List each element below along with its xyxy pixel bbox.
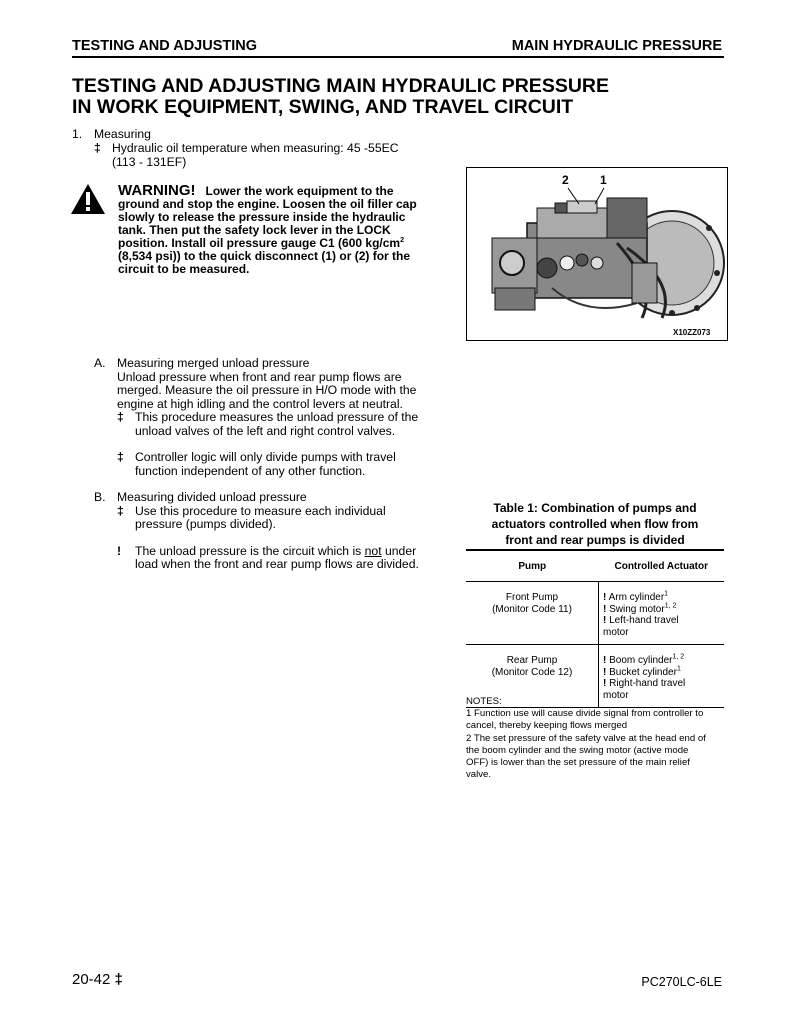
- actuator-item-cont: motor: [603, 689, 629, 701]
- actuator-item: Left-hand travel: [609, 615, 679, 626]
- column-header-actuator: Controlled Actuator: [599, 550, 725, 582]
- actuator-item: Swing motor: [609, 603, 665, 615]
- table-row: [466, 582, 724, 645]
- actuator-item: Boom cylinder: [609, 655, 673, 666]
- actuator-item-cont: motor: [603, 626, 629, 638]
- pump-photo-figure: [466, 167, 728, 341]
- step-b-letter: B.: [94, 490, 106, 504]
- step-b-note1-line1: Use this procedure to measure each individual: [135, 503, 386, 518]
- step-b-heading: Measuring divided unload pressure: [117, 490, 307, 504]
- step-b-note2-prefix: The unload pressure is the circuit which is: [135, 543, 365, 558]
- warning-block: [118, 184, 448, 276]
- step-b-note2-line2: load when the front and rear pump flows are divided.: [135, 557, 419, 571]
- page-title-line1: TESTING AND ADJUSTING MAIN HYDRAULIC PRESSURE: [72, 75, 610, 97]
- warning-line5-sup: 2: [400, 237, 404, 244]
- page-number-text: 20-42: [72, 971, 111, 988]
- table-title-line1: Table 1: Combination of pumps and: [493, 501, 697, 515]
- step-a-para2: merged. Measure the oil pressure in H/O mode with the: [117, 383, 417, 397]
- page-number: [72, 971, 123, 988]
- actuator-cell: ! Boom cylinder$^{1, 2}$ ! Bucket cylinder$^1$ ! Right-hand travel motor: [599, 645, 725, 708]
- pump-monitor-code: (Monitor Code 11): [492, 603, 572, 615]
- step-1-number: 1.: [72, 127, 83, 141]
- figure-callout-1: 1: [600, 173, 607, 187]
- step-a-note1-line2: unload valves of the left and right control valves.: [135, 423, 396, 438]
- step-b-note1-line2: pressure (pumps divided).: [135, 517, 276, 531]
- page-title-line2: IN WORK EQUIPMENT, SWING, AND TRAVEL CIRCUIT: [72, 96, 574, 118]
- caution-icon: !: [117, 543, 122, 558]
- step-a-para1: Unload pressure when front and rear pump flows are: [117, 369, 402, 384]
- note-icon: ‡: [117, 410, 124, 424]
- table-header-row: [466, 550, 724, 582]
- step-b-note2-underlined: not: [364, 543, 382, 558]
- model-number: PC270LC-6LE: [641, 975, 722, 989]
- footnote-ref: 1, 2: [664, 602, 677, 610]
- note-2-line1: 2 The set pressure of the safety valve at the head end of: [466, 732, 706, 744]
- pump-name: Rear Pump: [506, 655, 558, 666]
- step-a-note2-line2: function independent of any other function.: [135, 463, 366, 478]
- warning-line5: position. Install oil pressure gauge C1 (600 kg/cm: [118, 236, 401, 250]
- actuator-cell: ! Arm cylinder$^1$ ! Swing motor$^{1, 2}$ ! Left-hand travel motor: [599, 582, 725, 645]
- pump-monitor-code: (Monitor Code 12): [491, 666, 573, 678]
- step-a-block: [117, 357, 457, 478]
- note-icon: ‡: [94, 141, 101, 155]
- table-title-line2: actuators controlled when flow from: [491, 517, 699, 531]
- pump-cell: [466, 582, 599, 645]
- warning-triangle-icon: [70, 183, 106, 215]
- actuator-item: Right-hand travel: [609, 678, 686, 689]
- header-rule: [72, 56, 724, 58]
- note-2-line2: the boom cylinder and the swing motor (active mode: [466, 744, 689, 756]
- column-header-pump: Pump: [466, 550, 599, 582]
- warning-line2: ground and stop the engine. Loosen the oil filler cap: [118, 197, 417, 211]
- page-title: [72, 76, 712, 118]
- figure-code: X10ZZ073: [673, 328, 711, 337]
- step-b-block: [117, 491, 457, 572]
- warning-title: WARNING!: [118, 182, 196, 199]
- pump-actuator-table: [466, 549, 724, 708]
- step-1-bullet-line2: (113 - 131EF): [112, 154, 187, 169]
- running-header-topic: MAIN HYDRAULIC PRESSURE: [511, 38, 722, 54]
- step-a-note2-line1: Controller logic will only divide pumps with travel: [135, 450, 396, 464]
- footnote-ref: 1: [676, 665, 681, 673]
- actuator-item: Bucket cylinder: [609, 666, 677, 678]
- table-notes: [466, 696, 724, 781]
- footnote-ref: 1: [664, 590, 669, 598]
- pump-name: Front Pump: [505, 592, 559, 603]
- warning-line6: (8,534 psi)) to the quick disconnect (1) or (2) for the: [118, 249, 411, 263]
- warning-line4: tank. Then put the safety lock lever in the LOCK: [118, 223, 391, 237]
- step-a-para3: engine at high idling and the control levers at neutral.: [117, 396, 403, 411]
- figure-callout-2: 2: [562, 173, 569, 187]
- note-icon: ‡: [114, 971, 123, 988]
- step-1-label: Measuring: [94, 127, 151, 141]
- note-icon: ‡: [117, 450, 124, 464]
- running-header-section: TESTING AND ADJUSTING: [72, 38, 258, 54]
- warning-line1: Lower the work equipment to the: [205, 184, 394, 198]
- table-title: [466, 500, 724, 548]
- actuator-item: Arm cylinder: [608, 592, 665, 603]
- step-a-note1-line1: This procedure measures the unload pressure of the: [135, 410, 419, 424]
- table-title-line3: front and rear pumps is divided: [505, 533, 685, 547]
- footnote-ref: 1, 2: [672, 653, 685, 661]
- note-icon: ‡: [117, 503, 124, 518]
- warning-line3: slowly to release the pressure inside the hydraulic: [118, 210, 406, 224]
- step-a-heading: Measuring merged unload pressure: [117, 356, 310, 370]
- hydraulic-pump-illustration: [467, 168, 727, 340]
- note-1-line2: cancel, thereby keeping flows merged: [466, 720, 628, 732]
- step-a-letter: A.: [94, 356, 106, 370]
- step-1-bullet: [94, 142, 399, 169]
- warning-line7: circuit to be measured.: [118, 262, 250, 276]
- note-2-line4: valve.: [466, 769, 492, 781]
- notes-heading: NOTES:: [466, 696, 502, 707]
- step-1-bullet-line1: Hydraulic oil temperature when measuring: 45 -55EC: [112, 141, 399, 155]
- note-2-line3: OFF) is lower than the set pressure of the main relief: [466, 757, 690, 769]
- step-b-note2-suffix: under: [381, 543, 417, 558]
- note-1-line1: 1 Function use will cause divide signal from controller to: [466, 708, 704, 720]
